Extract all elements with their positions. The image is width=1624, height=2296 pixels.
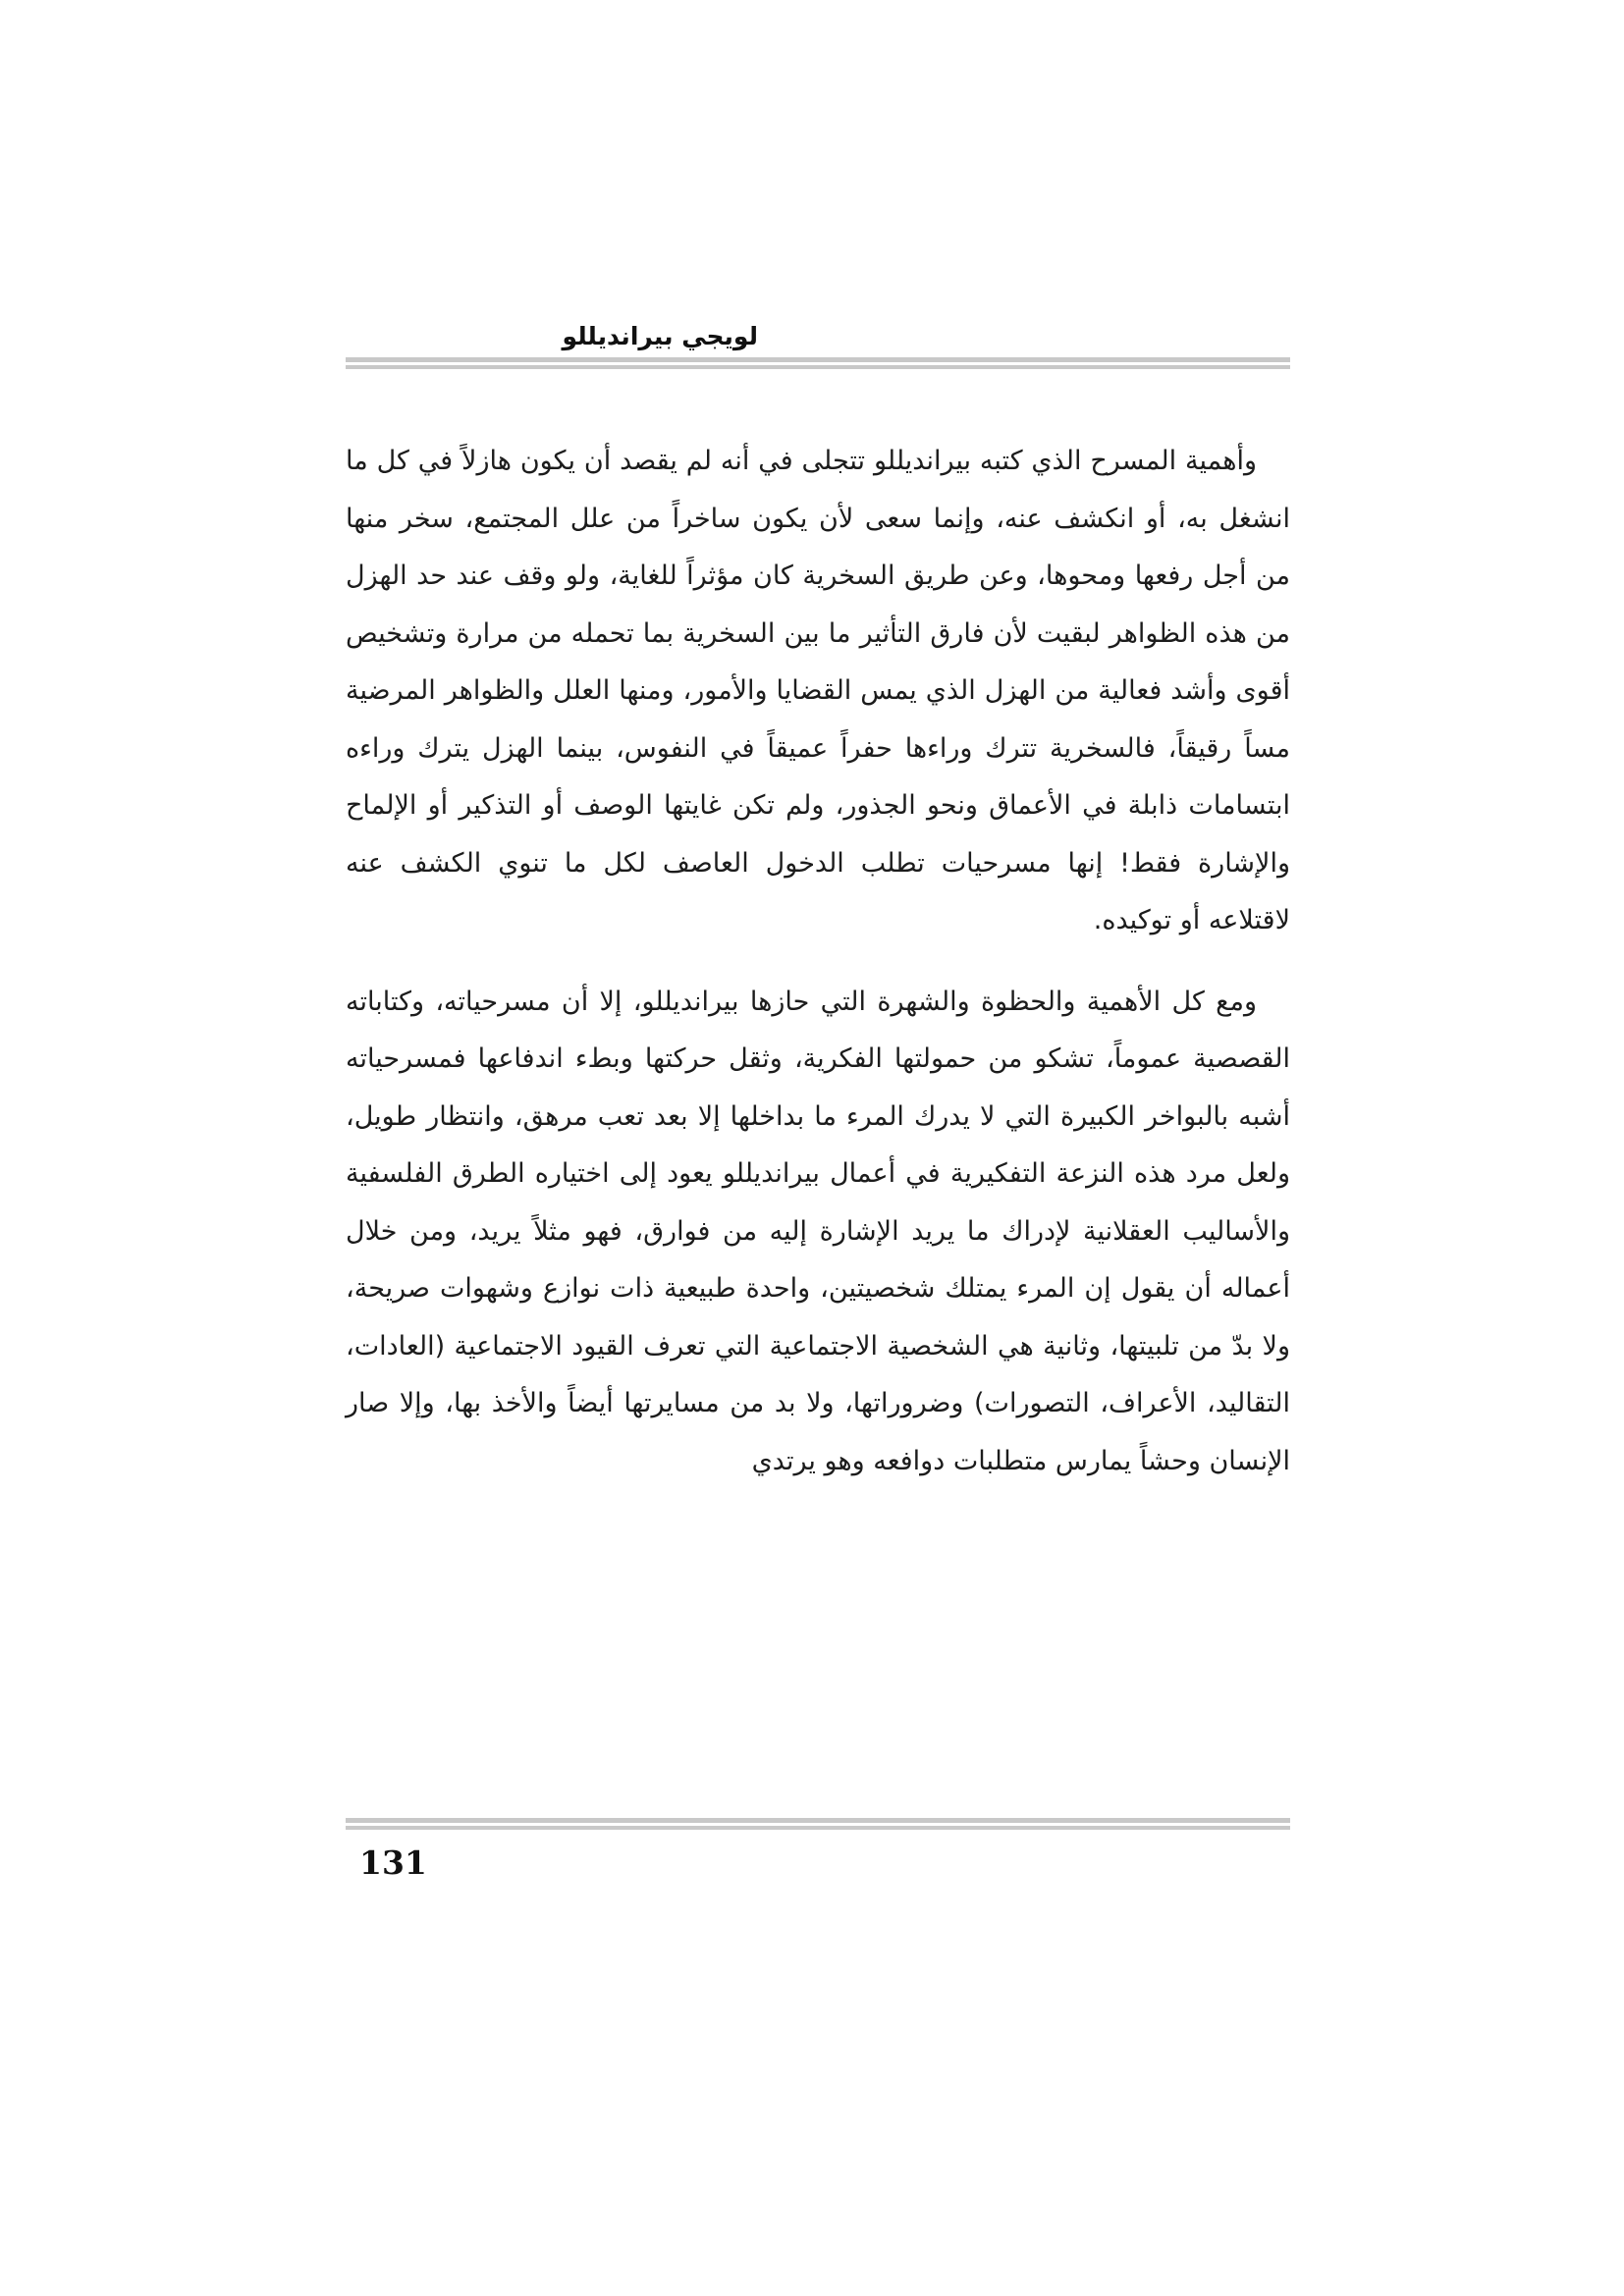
paragraph-2: ومع كل الأهمية والحظوة والشهرة التي حازها بيرانديللو، إلا أن مسرحياته، وكتاباته القصصية عموماً، تشكو من حمولتها الفكرية، وثقل حركتها وبطء اندفاعها فمسرحياته أشبه بالبواخر الكبيرة التي لا يدرك المرء ما بداخلها إلا بعد تعب مرهق، وانتظار طويل، ولعل مرد هذه النزعة التفكيرية في أعمال بيرانديللو يعود إلى اختياره الطرق الفلسفية والأساليب العقلانية لإدراك ما يريد الإشارة إليه من فوارق، فهو مثلاً يريد، ومن خلال أعماله أن يقول إن المرء يمتلك شخصيتين، واحدة طبيعية ذات نوازع وشهوات صريحة، ولا بدّ من تلبيتها، وثانية هي الشخصية الاجتماعية التي تعرف القيود الاجتماعية (العادات، التقاليد، الأعراف، التصورات) وضروراتها، ولا بد من مسايرتها أيضاً والأخذ بها، وإلا صار الإنسان وحشاً يمارس متطلبات دوافعه وهو يرتدي	[346, 986, 1290, 1476]
header-rule-thick	[346, 357, 1290, 362]
body-text	[346, 433, 1290, 1490]
running-header-title: لويجي بيرانديللو	[562, 322, 758, 350]
footer-rule-thick	[346, 1818, 1290, 1823]
footer-rule-thin	[346, 1826, 1290, 1830]
header-rule-thin	[346, 365, 1290, 369]
page-number: 131	[359, 1843, 427, 1882]
paragraph-1: وأهمية المسرح الذي كتبه بيرانديللو تتجلى في أنه لم يقصد أن يكون هازلاً في كل ما انشغل به، أو انكشف عنه، وإنما سعى لأن يكون ساخراً من علل المجتمع، سخر منها من أجل رفعها ومحوها، وعن طريق السخرية كان مؤثراً للغاية، ولو وقف عند حد الهزل من هذه الظواهر لبقيت لأن فارق التأثير ما بين السخرية بما تحمله من مرارة وتشخيص أقوى وأشد فعالية من الهزل الذي يمس القضايا والأمور، ومنها العلل والظواهر المرضية مساً رقيقاً، فالسخرية تترك وراءها حفراً عميقاً في النفوس، بينما الهزل يترك وراءه ابتسامات ذابلة في الأعماق ونحو الجذور، ولم تكن غايتها الوصف أو التذكير أو الإلماح والإشارة فقط! إنها مسرحيات تطلب الدخول العاصف لكل ما تنوي الكشف عنه لاقتلاعه أو توكيده.	[346, 446, 1290, 935]
